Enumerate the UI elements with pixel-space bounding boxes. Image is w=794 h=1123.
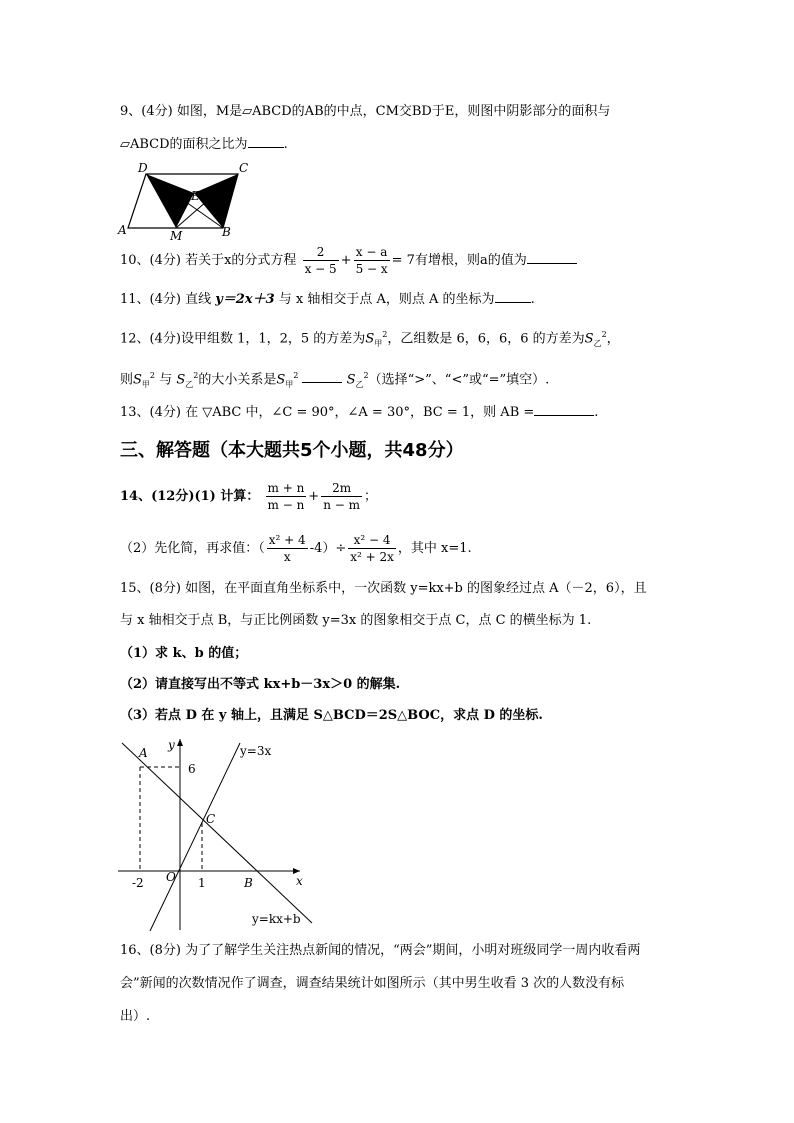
label-y-equals-kx-plus-b: y=kx+b [252,912,301,926]
q9-end: . [283,137,288,152]
q14-fraction-2 [321,480,362,513]
q10-suffix: 有增根，则a的值为 [414,253,527,268]
q14-p1-end: ； [364,489,378,504]
label-e: E [191,189,200,203]
q11-prefix: 11、(4分) 直线 [120,292,212,307]
q12-sup-1: 2 [382,330,388,339]
q11-middle: 与 x 轴相交于点 A，则点 A 的坐标为 [278,292,495,307]
label-x: x [296,874,303,888]
q14-plus: + [308,489,320,504]
q13-line [120,403,598,422]
q12-line1-a: 12、(4分)设甲组数 1，1，2，5 的方差为 [120,331,366,347]
q10-f2-num: x − a [354,244,390,261]
q10-f2-den: 5 − x [355,262,388,276]
q15-sub3: （3）若点 D 在 y 轴上，且满足 S△BCD＝2S△BOC，求点 D 的坐标. [120,708,543,723]
label-a: A [118,223,127,237]
q14-fraction-1 [266,480,307,513]
q9-parallelogram-figure [118,160,258,243]
q13-text: 13、(4分) 在 ▽ABC 中，∠C = 90°，∠A = 30°，BC = 1，则 AB = [120,405,535,420]
q12-sup-2: 2 [601,330,607,339]
q14-f2-num: 2m [321,480,362,497]
q15-coordinate-figure [118,735,318,935]
q14-p1-prefix: 14、(12分)(1) 计算： [120,489,260,504]
q16-line3: 出）. [120,1009,151,1024]
q12-sup-6: 2 [363,371,369,380]
q14-fraction-4 [348,532,396,565]
q12-s-jia-3: S [276,372,286,388]
q12-s-jia-2: S [133,372,142,388]
q11-answer-blank[interactable] [495,290,531,303]
label-y-equals-3x: y=3x [240,744,272,758]
q14-f1-den: m − n [267,498,305,512]
q9-line2-text: ▱ABCD的面积之比为 [120,137,248,152]
q14-p2-prefix: （2）先化简，再求值：（ [120,541,265,556]
q12-line2-d: （选择“>”、“<”或“=”填空）. [368,372,550,388]
label-six: 6 [188,762,196,776]
label-o: O [166,870,176,884]
q10-fraction-1 [303,244,339,277]
q12-s-yi-2: S [176,372,186,388]
q14-fraction-3 [267,532,308,565]
label-y: y [168,738,175,752]
label-b: B [222,225,231,239]
label-one: 1 [198,876,206,890]
q12-s-yi-3: S [346,372,356,388]
label-c: C [239,161,249,175]
q12-sub-jia-2: 甲 [141,379,150,389]
label-b: B [244,876,253,890]
q12-line2 [120,367,549,394]
q15-sub2: （2）请直接写出不等式 kx+b－3x＞0 的解集. [120,677,401,692]
q14-f4-den: x² + 2x [350,550,394,564]
q14-p2-suffix: ，其中 x=1. [397,541,472,556]
q15-sub1: （1）求 k、b 的值； [120,646,248,661]
q13-end: . [594,405,599,420]
q14-part1 [120,480,377,513]
q12-sup-4: 2 [193,371,199,380]
q14-f1-num: m + n [267,481,305,495]
label-c: C [206,812,216,826]
q13-answer-blank[interactable] [534,403,594,416]
q12-line2-b: 与 [159,372,173,388]
q12-line1-b: ，乙组数是 6，6，6，6 的方差为 [387,331,585,347]
q12-sub-jia-3: 甲 [285,379,294,389]
q10-answer-blank[interactable] [527,251,577,264]
q14-minus4: -4）÷ [309,541,347,556]
shaded-triangle-left [146,174,194,228]
q16-line2: 会”新闻的次数情况作了调查，调查结果统计如图所示（其中男生收看 3 次的人数没有标 [120,976,625,991]
q12-sub-yi-3: 乙 [355,379,364,389]
q16-line1: 16、(8分) 为了了解学生关注热点新闻的情况，“两会”期间，小明对班级同学一周内收看两 [120,943,641,958]
q10-f1-den: x − 5 [304,262,337,276]
q12-sup-5: 2 [293,371,299,380]
q11-end: . [530,292,535,307]
q10-line [120,244,577,277]
q12-s-jia: S [365,331,375,347]
q10-fraction-2 [354,244,390,277]
q15-line1: 15、(8分) 如图，在平面直角坐标系中，一次函数 y=kx+b 的图象经过点 A（－2，6），且 [120,581,647,596]
q14-f2-den: n − m [323,498,360,512]
q11-expression: y＝2x＋3 [215,292,275,307]
q12-sub-yi-2: 乙 [185,379,194,389]
q10-plus: + [340,253,352,268]
q10-prefix: 10、(4分) 若关于x的分式方程 [120,253,297,268]
shaded-triangle-right [194,174,238,228]
q14-f3-den: x [283,550,291,564]
q12-line2-a: 则 [120,372,134,388]
q11-line [120,290,535,309]
q9-line2 [120,135,288,154]
q14-part2 [120,532,472,565]
q9-answer-blank[interactable] [248,135,284,148]
q12-sub-jia: 甲 [374,338,383,348]
q15-line2: 与 x 轴相交于点 B，与正比例函数 y=3x 的图象相交于点 C，点 C 的横坐标为 1. [120,613,592,628]
q12-sup-3: 2 [149,371,156,380]
q9-line1: 9、(4分) 如图，M是▱ABCD的AB的中点，CM交BD于E，则图中阴影部分的面积与 [120,104,611,119]
q12-sub-yi: 乙 [593,338,602,348]
label-minus2: -2 [132,876,144,890]
q10-f1-num: 2 [303,244,339,261]
y-axis-arrow [177,739,183,746]
q12-line1: 12、(4分)设甲组数 1，1，2，5 的方差为$S_甲^2$，乙组数是 6，6，6，6 的方差为$S_乙^2$， [120,330,620,348]
q14-f3-num: x² + 4 [268,533,306,547]
label-m: M [170,229,183,243]
q10-equals: = 7 [391,253,415,268]
section-3-heading: 三、解答题（本大题共5个小题，共48分） [120,440,464,461]
q12-answer-blank[interactable] [302,370,342,383]
label-d: D [138,161,148,175]
q12-line2-c: 的大小关系是 [198,372,277,388]
q12-s-yi: S [584,331,594,347]
label-a: A [139,746,148,760]
q14-f4-num: x² − 4 [348,532,396,549]
line-kx-plus-b [122,743,312,923]
